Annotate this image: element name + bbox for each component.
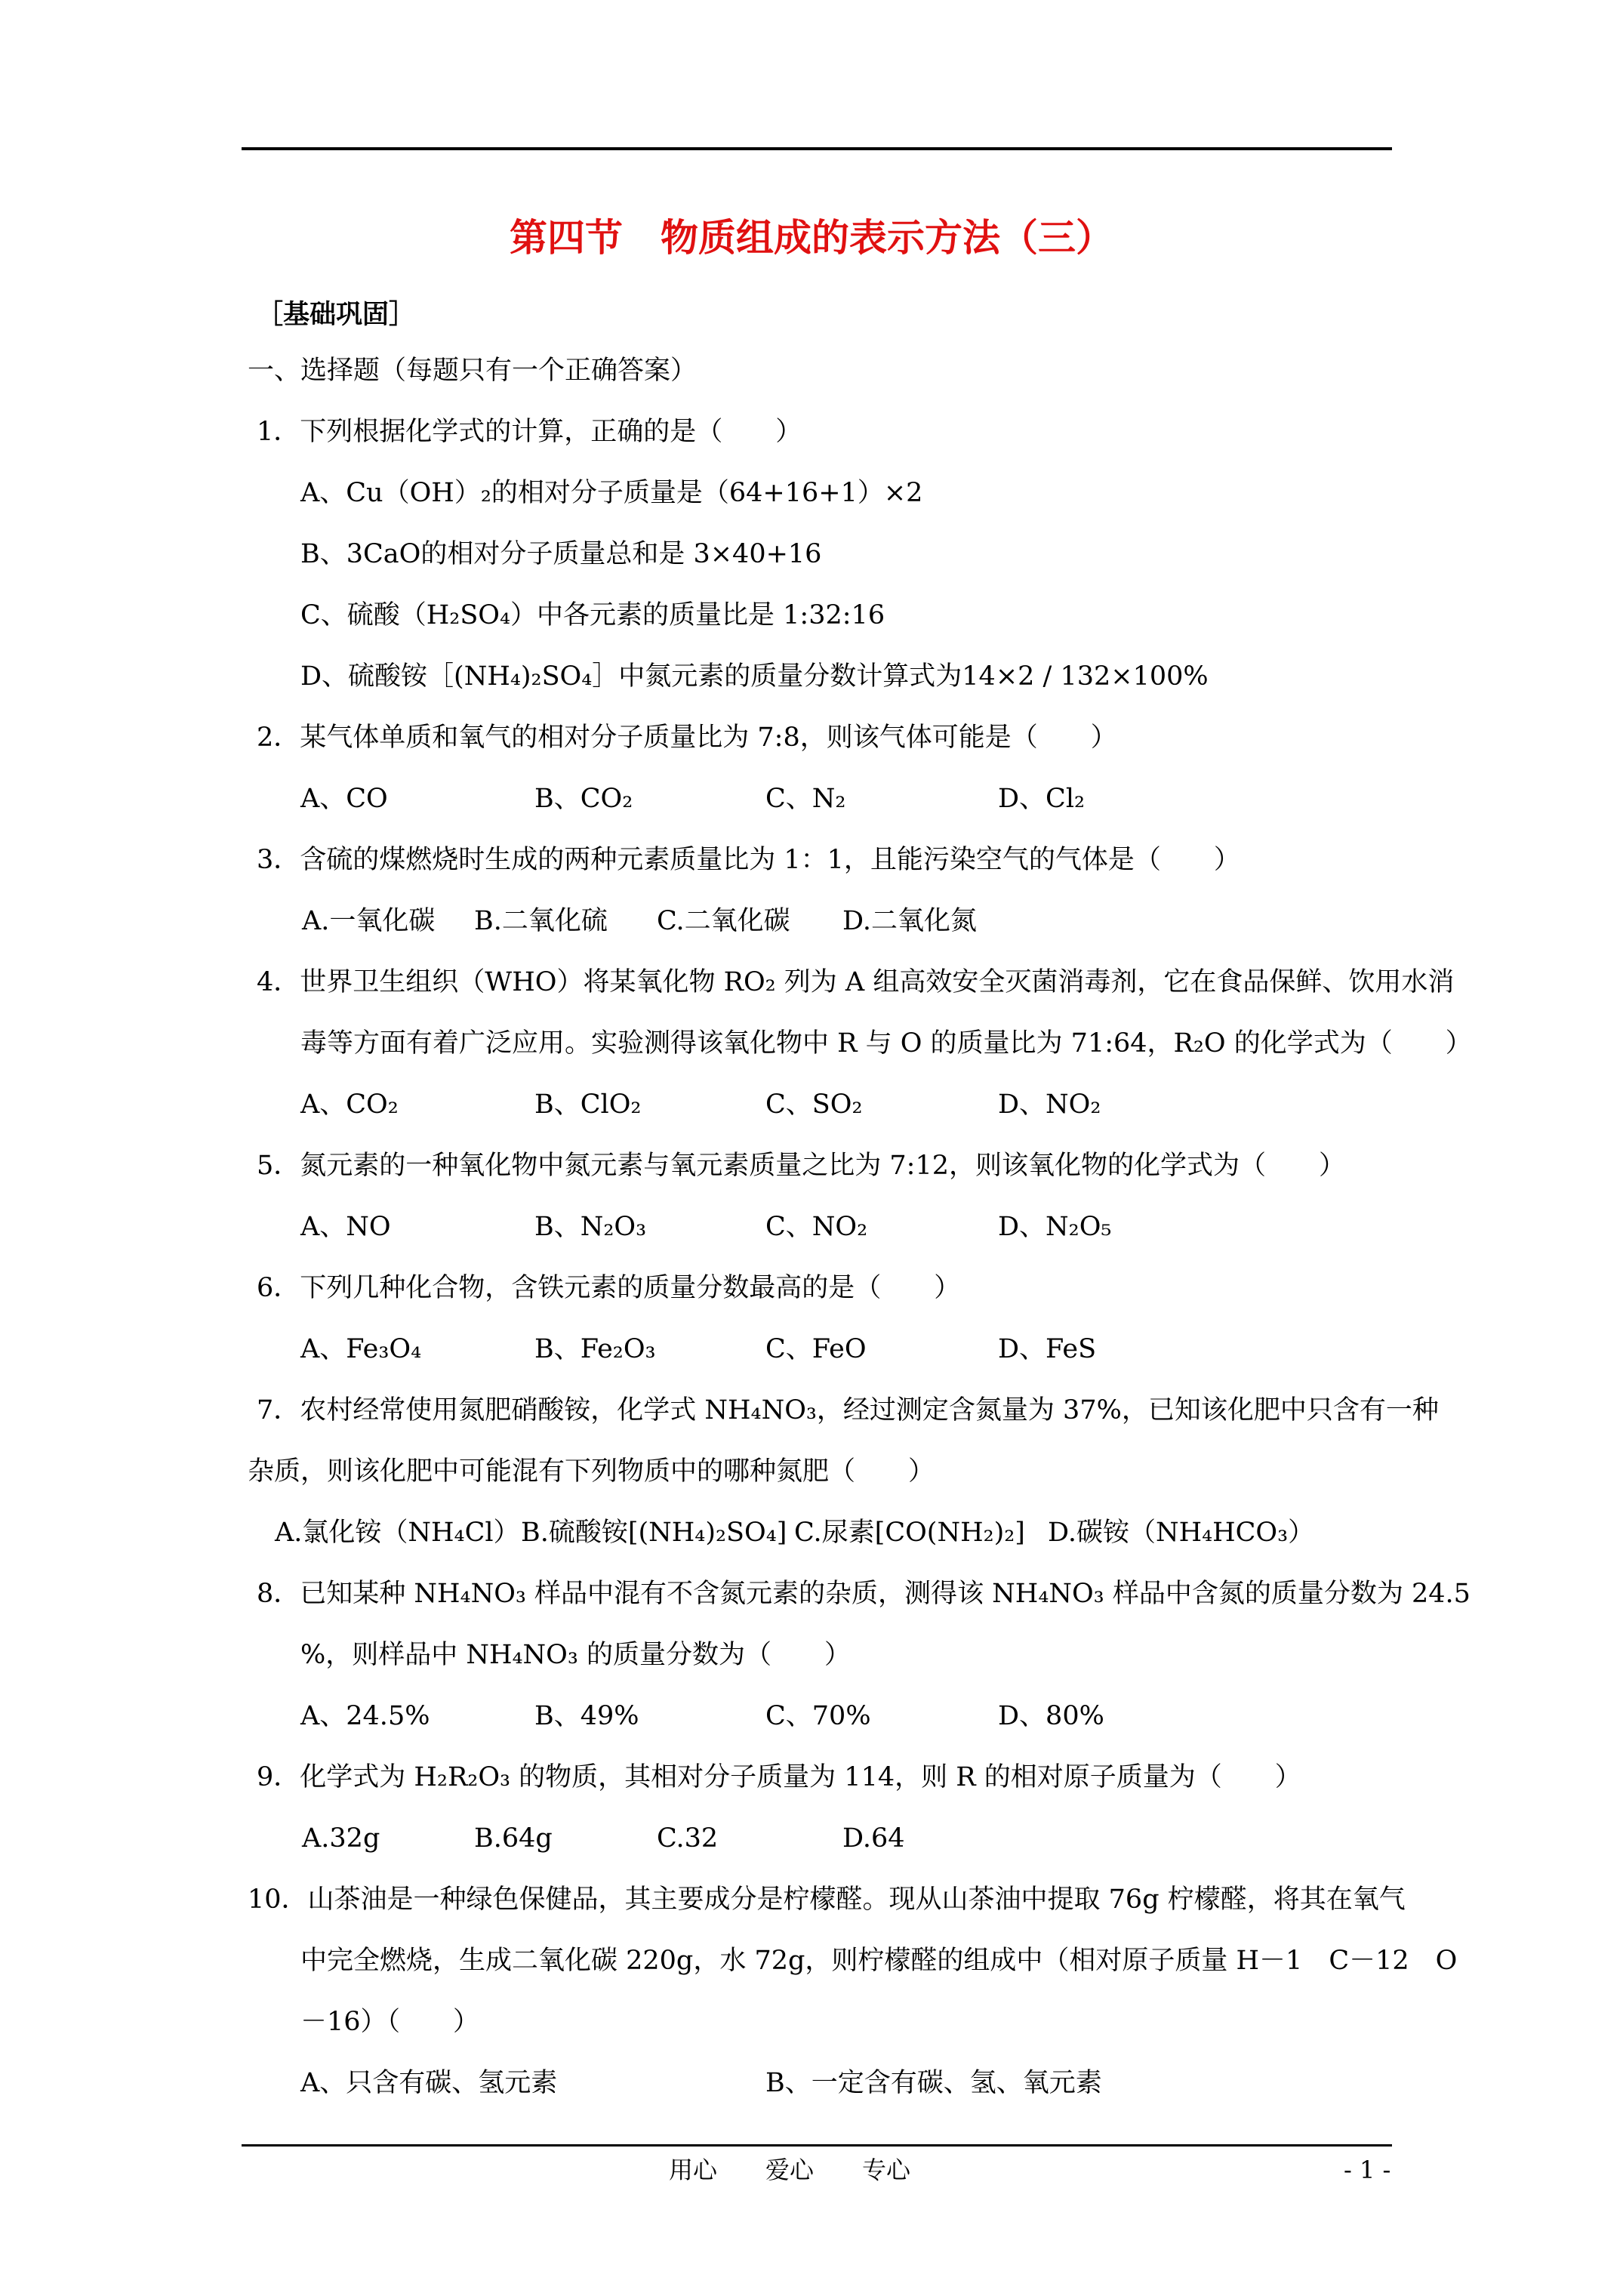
question-8-option-c: C、70% (765, 1701, 871, 1731)
question-10-option-b: B、一定含有碳、氢、氧元素 (765, 2068, 1102, 2098)
question-9-option-c: C.32 (657, 1823, 719, 1854)
footer-motto: 用心 爱心 专心 (669, 2156, 911, 2184)
question-8-stem-line-2: %，则样品中 NH₄NO₃ 的质量分数为（ ） (300, 1640, 852, 1670)
page-title: 第四节 物质组成的表示方法（三） (510, 215, 1113, 260)
question-8-options (0, 1697, 1623, 1735)
question-5-stem: 5．氮元素的一种氧化物中氮元素与氧元素质量之比为 7:12，则该氧化物的化学式为（ ） (257, 1151, 1345, 1181)
question-6-option-c: C、FeO (765, 1334, 867, 1364)
question-7-option-c: C.尿素[CO(NH₂)₂] (794, 1518, 1025, 1548)
question-9-option-a: A.32g (302, 1823, 380, 1854)
section-label: ［基础巩固］ (257, 299, 416, 330)
question-3-options (0, 902, 1623, 940)
question-1-option-d: D、硫酸铵［(NH₄)₂SO₄］中氮元素的质量分数计算式为14×2 / 132×100% (300, 661, 1209, 692)
question-2-stem: 2．某气体单质和氧气的相对分子质量比为 7:8，则该气体可能是（ ） (257, 723, 1117, 753)
question-3-option-a: A.一氧化碳 (302, 906, 436, 936)
question-6-options (0, 1330, 1623, 1368)
question-6-option-b: B、Fe₂O₃ (534, 1334, 656, 1364)
footer-rule (242, 2144, 1392, 2147)
question-4-stem-line-2: 毒等方面有着广泛应用。实验测得该氧化物中 R 与 O 的质量比为 71:64，R₂O 的化学式为（ ） (300, 1028, 1472, 1059)
question-8-stem-line-1: 8．已知某种 NH₄NO₃ 样品中混有不含氮元素的杂质，测得该 NH₄NO₃ 样品中含氮的质量分数为 24.5 (257, 1579, 1471, 1609)
question-10-options (0, 2064, 1623, 2102)
question-5-options (0, 1208, 1623, 1246)
question-6-stem: 6．下列几种化合物，含铁元素的质量分数最高的是（ ） (257, 1273, 961, 1303)
question-6-option-a: A、Fe₃O₄ (300, 1334, 422, 1364)
question-4-stem-line-1: 4．世界卫生组织（WHO）将某氧化物 RO₂ 列为 A 组高效安全灭菌消毒剂，它在食品保鲜、饮用水消 (257, 967, 1455, 997)
question-10-stem-line-3: －16）（ ） (300, 2007, 480, 2037)
question-8-option-d: D、80% (998, 1701, 1104, 1731)
question-3-option-b: B.二氧化硫 (474, 906, 608, 936)
question-9-option-d: D.64 (842, 1823, 905, 1854)
question-7-stem-line-2: 杂质，则该化肥中可能混有下列物质中的哪种氮肥（ ） (248, 1456, 935, 1487)
question-3-stem: 3．含硫的煤燃烧时生成的两种元素质量比为 1：1，且能污染空气的气体是（ ） (257, 845, 1240, 875)
question-4-option-c: C、SO₂ (765, 1089, 863, 1120)
question-8-option-a: A、24.5% (300, 1701, 430, 1731)
question-5-option-c: C、NO₂ (765, 1212, 868, 1242)
question-9-option-b: B.64g (474, 1823, 553, 1854)
question-4-option-b: B、ClO₂ (534, 1089, 642, 1120)
question-1-option-b: B、3CaO的相对分子质量总和是 3×40+16 (300, 539, 822, 569)
question-7-stem-line-1: 7．农村经常使用氮肥硝酸铵，化学式 NH₄NO₃，经过测定含氮量为 37%，已知该化肥中只含有一种 (257, 1395, 1439, 1425)
question-2-option-c: C、N₂ (765, 784, 846, 814)
page-number: - 1 - (1344, 2156, 1391, 2184)
question-3-option-c: C.二氧化碳 (657, 906, 790, 936)
question-4-option-d: D、NO₂ (998, 1089, 1101, 1120)
question-7-option-a: A.氯化铵（NH₄Cl） (275, 1518, 520, 1548)
question-7-options (0, 1514, 1623, 1552)
question-9-options (0, 1820, 1623, 1857)
question-4-option-a: A、CO₂ (300, 1089, 399, 1120)
question-1-option-a: A、Cu（OH）₂的相对分子质量是（64+16+1）×2 (300, 478, 923, 508)
question-5-option-b: B、N₂O₃ (534, 1212, 647, 1242)
question-1-option-c: C、硫酸（H₂SO₄）中各元素的质量比是 1:32:16 (300, 600, 885, 630)
question-7-option-b: B.硫酸铵[(NH₄)₂SO₄] (521, 1518, 787, 1548)
question-2-options (0, 780, 1623, 818)
question-10-option-a: A、只含有碳、氢元素 (300, 2068, 558, 2098)
header-rule (242, 147, 1392, 150)
question-4-options (0, 1086, 1623, 1123)
question-9-stem: 9．化学式为 H₂R₂O₃ 的物质，其相对分子质量为 114，则 R 的相对原子质量为（ ） (257, 1762, 1301, 1792)
question-10-stem-line-1: 10．山茶油是一种绿色保健品，其主要成分是柠檬醛。现从山茶油中提取 76g 柠檬醛，将其在氧气 (248, 1885, 1406, 1915)
question-6-option-d: D、FeS (998, 1334, 1097, 1364)
part-heading: 一、选择题（每题只有一个正确答案） (248, 356, 698, 386)
question-7-option-d: D.碳铵（NH₄HCO₃） (1048, 1518, 1315, 1548)
question-2-option-a: A、CO (300, 784, 388, 814)
question-5-option-d: D、N₂O₅ (998, 1212, 1112, 1242)
question-2-option-d: D、Cl₂ (998, 784, 1086, 814)
question-1-stem: 1．下列根据化学式的计算，正确的是（ ） (257, 417, 802, 447)
question-10-stem-line-2: 中完全燃烧，生成二氧化碳 220g，水 72g，则柠檬醛的组成中（相对原子质量 H－1 C－12 O (300, 1946, 1458, 1976)
question-8-option-b: B、49% (534, 1701, 639, 1731)
question-5-option-a: A、NO (300, 1212, 391, 1242)
question-2-option-b: B、CO₂ (534, 784, 633, 814)
question-3-option-d: D.二氧化氮 (842, 906, 977, 936)
